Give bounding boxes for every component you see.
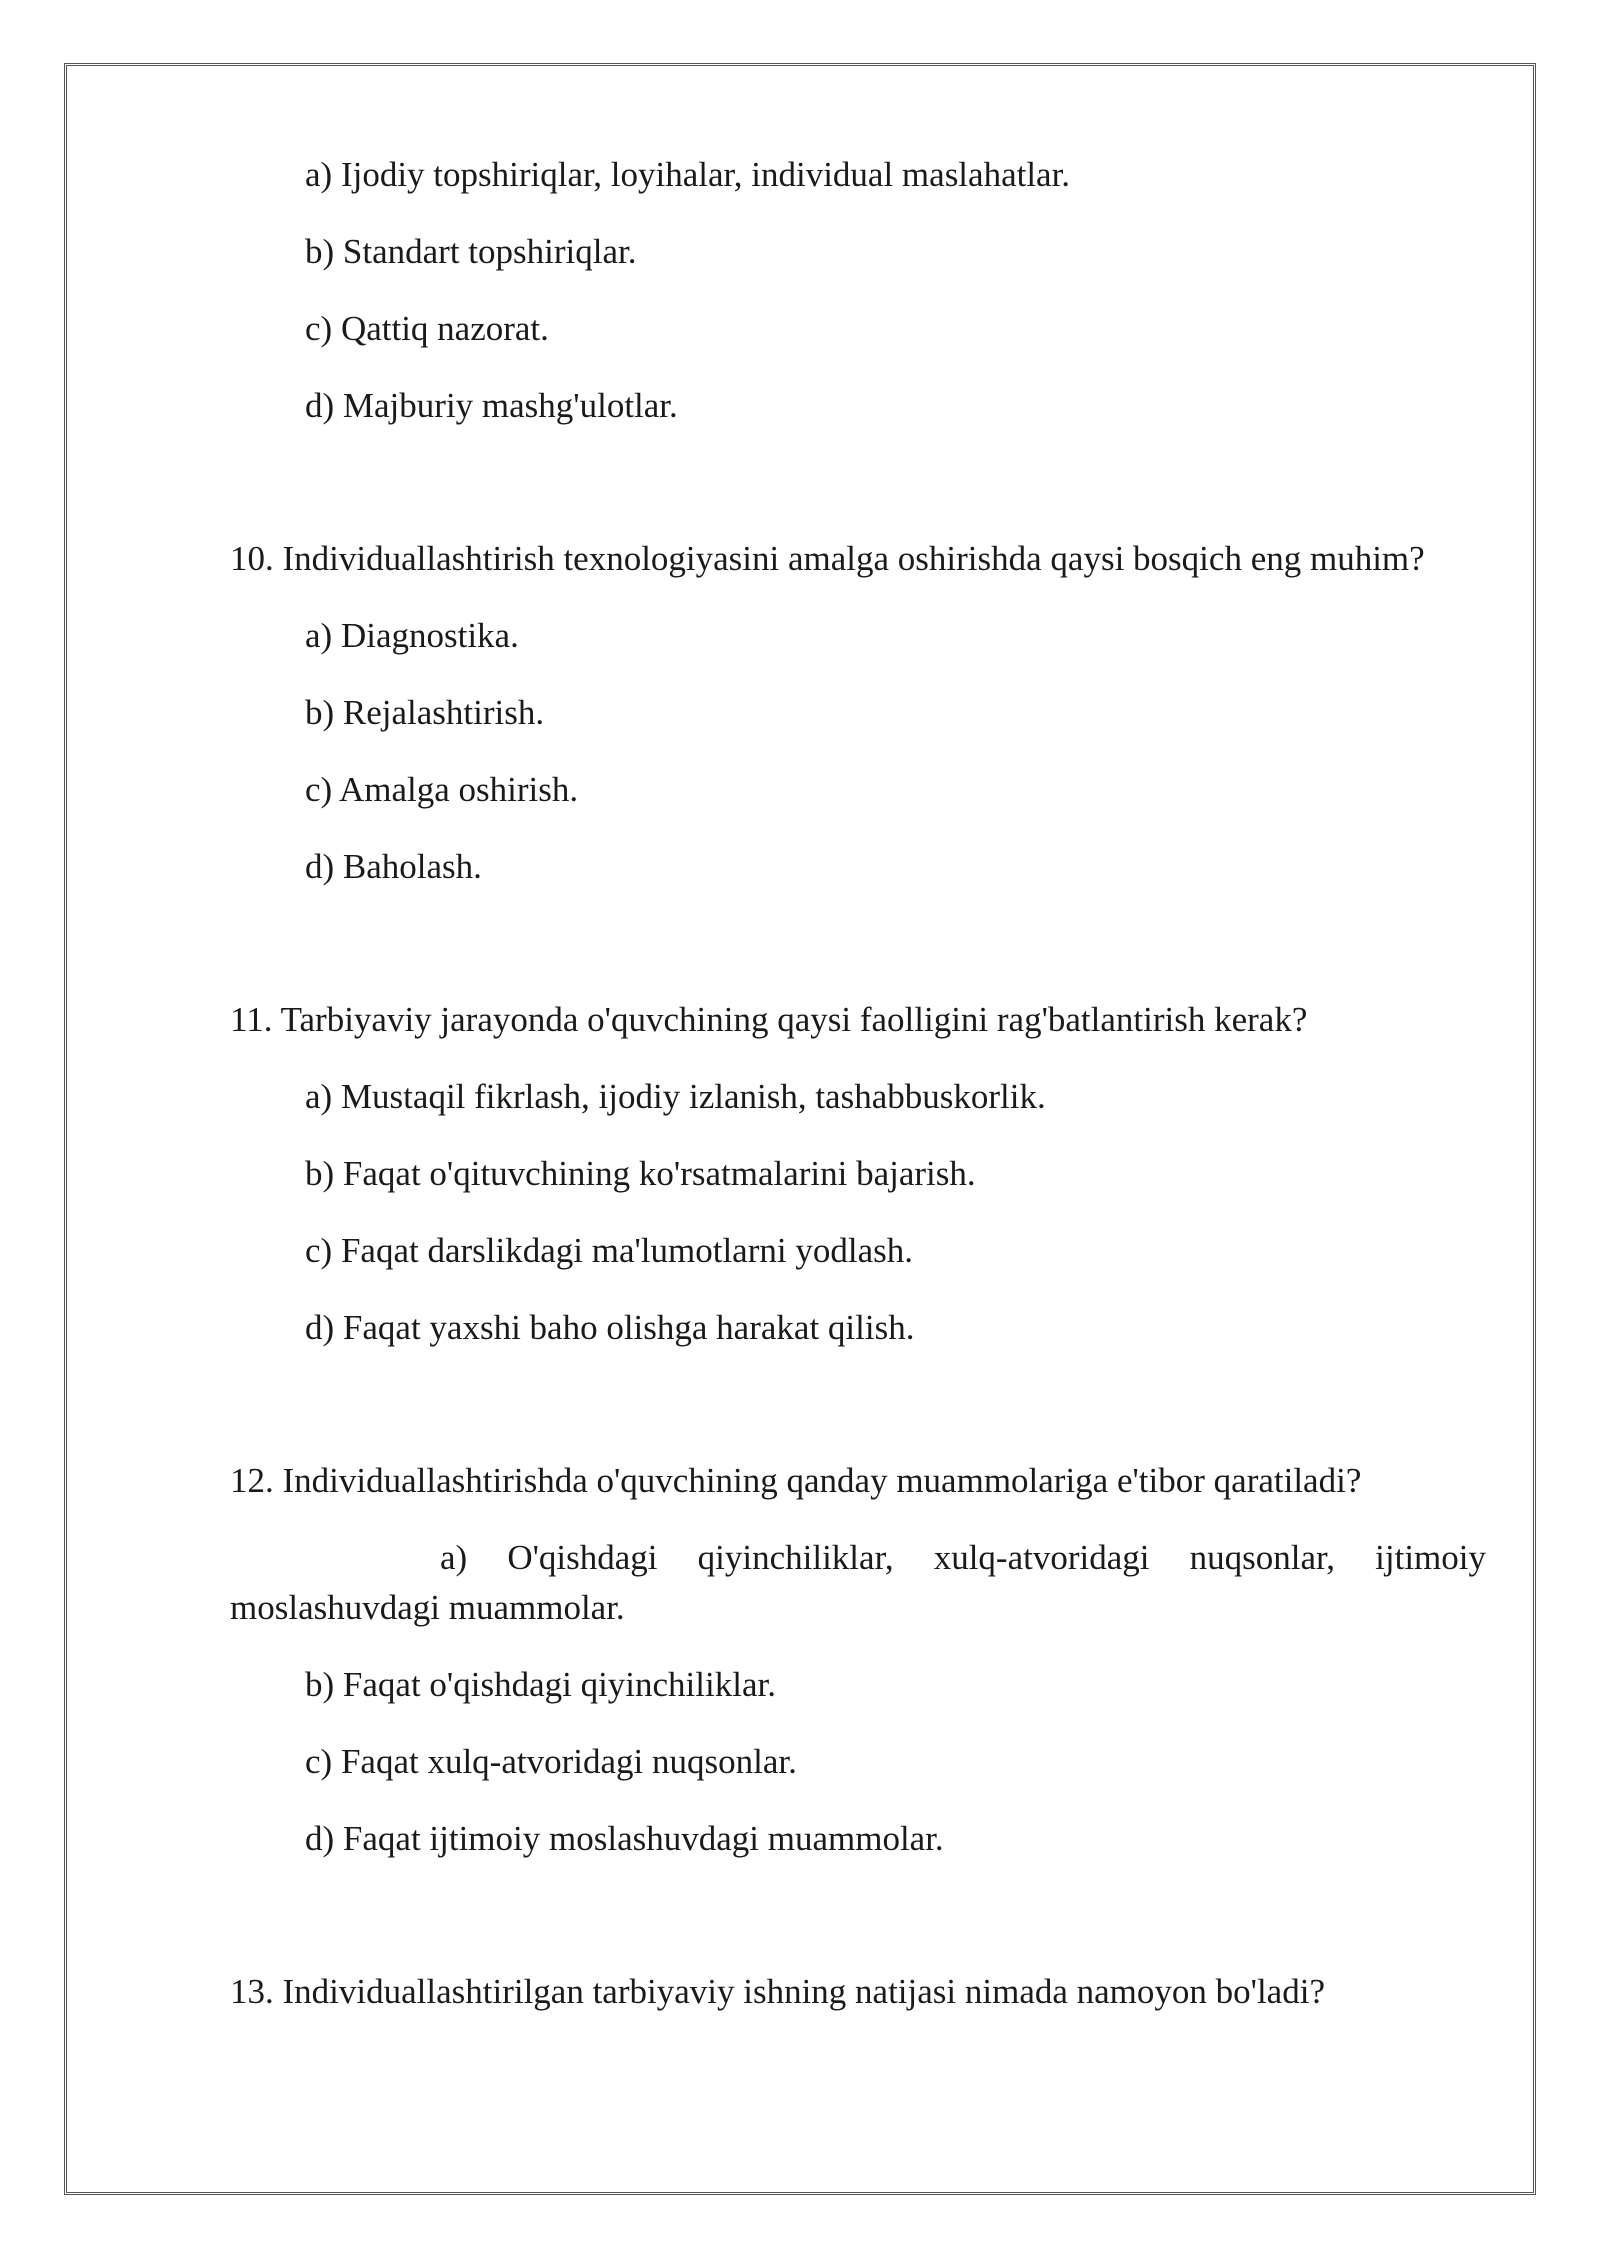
q11-option-a: a) Mustaqil fikrlash, ijodiy izlanish, tashabbuskorlik. (305, 1077, 1046, 1116)
q11-option-d: d) Faqat yaxshi baho olishga harakat qilish. (305, 1308, 915, 1347)
question-10-block (230, 534, 1486, 892)
spacer (230, 919, 1486, 995)
q9-option-a: a) Ijodiy topshiriqlar, loyihalar, individual maslahatlar. (305, 155, 1071, 194)
q11-option-c: c) Faqat darslikdagi ma'lumotlarni yodlash. (305, 1231, 913, 1270)
q12-option-b: b) Faqat o'qishdagi qiyinchiliklar. (305, 1665, 776, 1704)
question-12-block (230, 1456, 1486, 1864)
document-body (230, 150, 1486, 2044)
q9-option-b: b) Standart topshiriqlar. (305, 232, 637, 271)
q11-option-b: b) Faqat o'qituvchining ko'rsatmalarini bajarish. (305, 1154, 976, 1193)
q9-option-d: d) Majburiy mashg'ulotlar. (305, 386, 678, 425)
q12-option-d: d) Faqat ijtimoiy moslashuvdagi muammolar. (305, 1819, 944, 1858)
q12-option-a: a) O'qishdagi qiyinchiliklar, xulq-atvoridagi nuqsonlar, ijtimoiy moslashuvdagi muammolar. (230, 1538, 1486, 1627)
spacer (230, 1380, 1486, 1456)
question-11-block (230, 995, 1486, 1353)
q10-option-b: b) Rejalashtirish. (305, 693, 545, 732)
q10-option-c: c) Amalga oshirish. (305, 770, 579, 809)
q11-question: 11. Tarbiyaviy jarayonda o'quvchining qaysi faolligini rag'batlantirish kerak? (230, 1000, 1308, 1039)
q12-question: 12. Individuallashtirishda o'quvchining qanday muammolariga e'tibor qaratiladi? (230, 1461, 1362, 1500)
question-13-block (230, 1967, 1486, 2017)
q10-option-a: a) Diagnostika. (305, 616, 519, 655)
q13-question: 13. Individuallashtirilgan tarbiyaviy ishning natijasi nimada namoyon bo'ladi? (230, 1972, 1325, 2011)
question-9-block (230, 150, 1486, 431)
q12-option-c: c) Faqat xulq-atvoridagi nuqsonlar. (305, 1742, 797, 1781)
q9-option-c: c) Qattiq nazorat. (305, 309, 549, 348)
q10-question: 10. Individuallashtirish texnologiyasini amalga oshirishda qaysi bosqich eng muhim? (230, 539, 1425, 578)
spacer (230, 1891, 1486, 1967)
spacer (230, 458, 1486, 534)
q10-option-d: d) Baholash. (305, 847, 482, 886)
